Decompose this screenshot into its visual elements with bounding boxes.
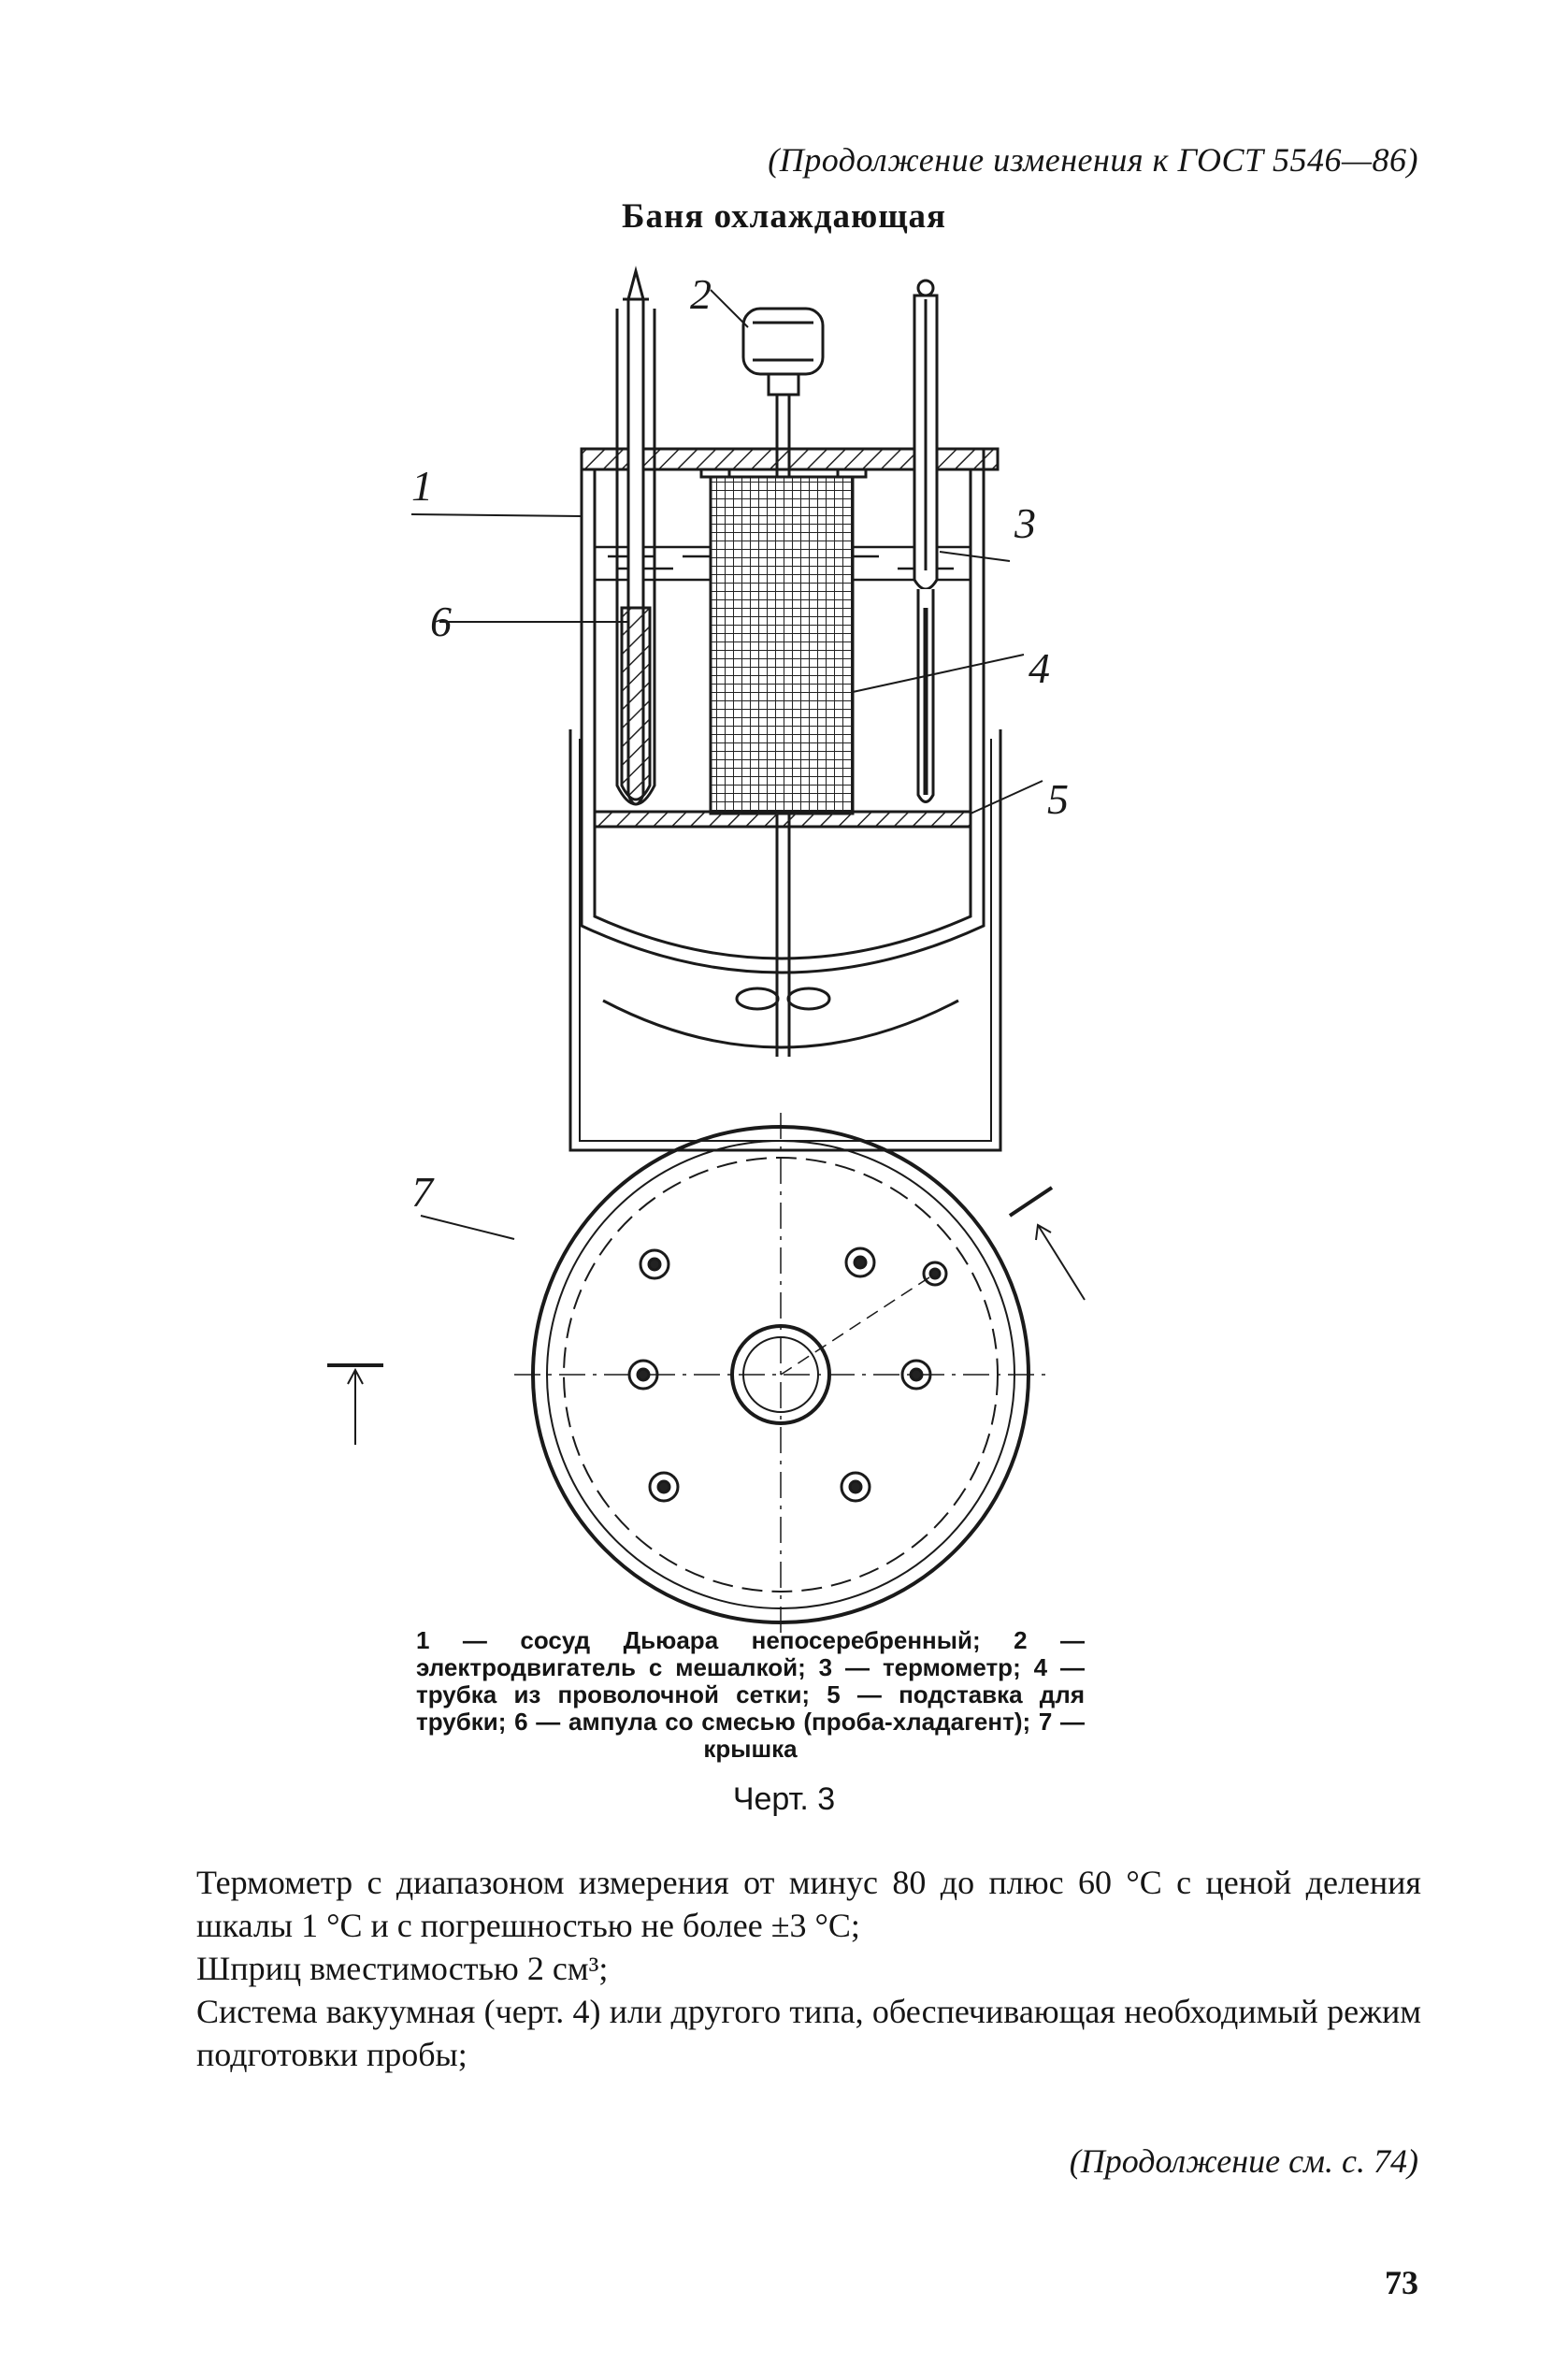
label-4: 4 [1029, 644, 1050, 692]
body-text [196, 1861, 1421, 2076]
label-6: 6 [430, 598, 452, 645]
label-5: 5 [1047, 775, 1069, 823]
label-3: 3 [1014, 499, 1036, 547]
cooling-bath-drawing [411, 270, 1159, 1590]
figure-title: Баня охлаждающая [622, 197, 946, 236]
label-7: 7 [411, 1168, 433, 1216]
page-number: 73 [1385, 2264, 1418, 2301]
continuation-note: (Продолжение см. с. 74) [1069, 2142, 1418, 2180]
paragraph-thermometer: Термометр с диапазоном измерения от минус 80 до плюс 60 °С с ценой деления шкалы 1 °С и с погрешностью не более ±3 °С; [196, 1864, 1421, 1945]
sample-ampoule [617, 271, 655, 804]
wire-mesh-tube [711, 477, 853, 814]
electric-motor [743, 309, 823, 395]
running-header: (Продолжение изменения к ГОСТ 5546—86) [768, 141, 1418, 179]
figure-number: Черт. 3 [732, 1781, 836, 1817]
stirrer-blade [737, 988, 778, 1009]
thermometer [914, 281, 937, 802]
figure-caption: 1 — сосуд Дьюара непосеребренный; 2 — электродвигатель с мешалкой; 3 — термометр; 4 — трубка из проволочной сетки; 5 — подставка для трубки; 6 — ампула со смесью (проба-хладагент); 7 — крышка [416, 1626, 1085, 1764]
label-1: 1 [411, 462, 433, 510]
paragraph-syringe: Шприц вместимостью 2 см³; [196, 1950, 609, 1988]
lid-top-view [327, 1113, 1085, 1636]
label-2: 2 [690, 270, 712, 318]
paragraph-vacuum-system: Система вакуумная (черт. 4) или другого типа, обеспечивающая необходимый режим подготовки пробы; [196, 1993, 1421, 2074]
tube-support-stand [595, 812, 971, 827]
